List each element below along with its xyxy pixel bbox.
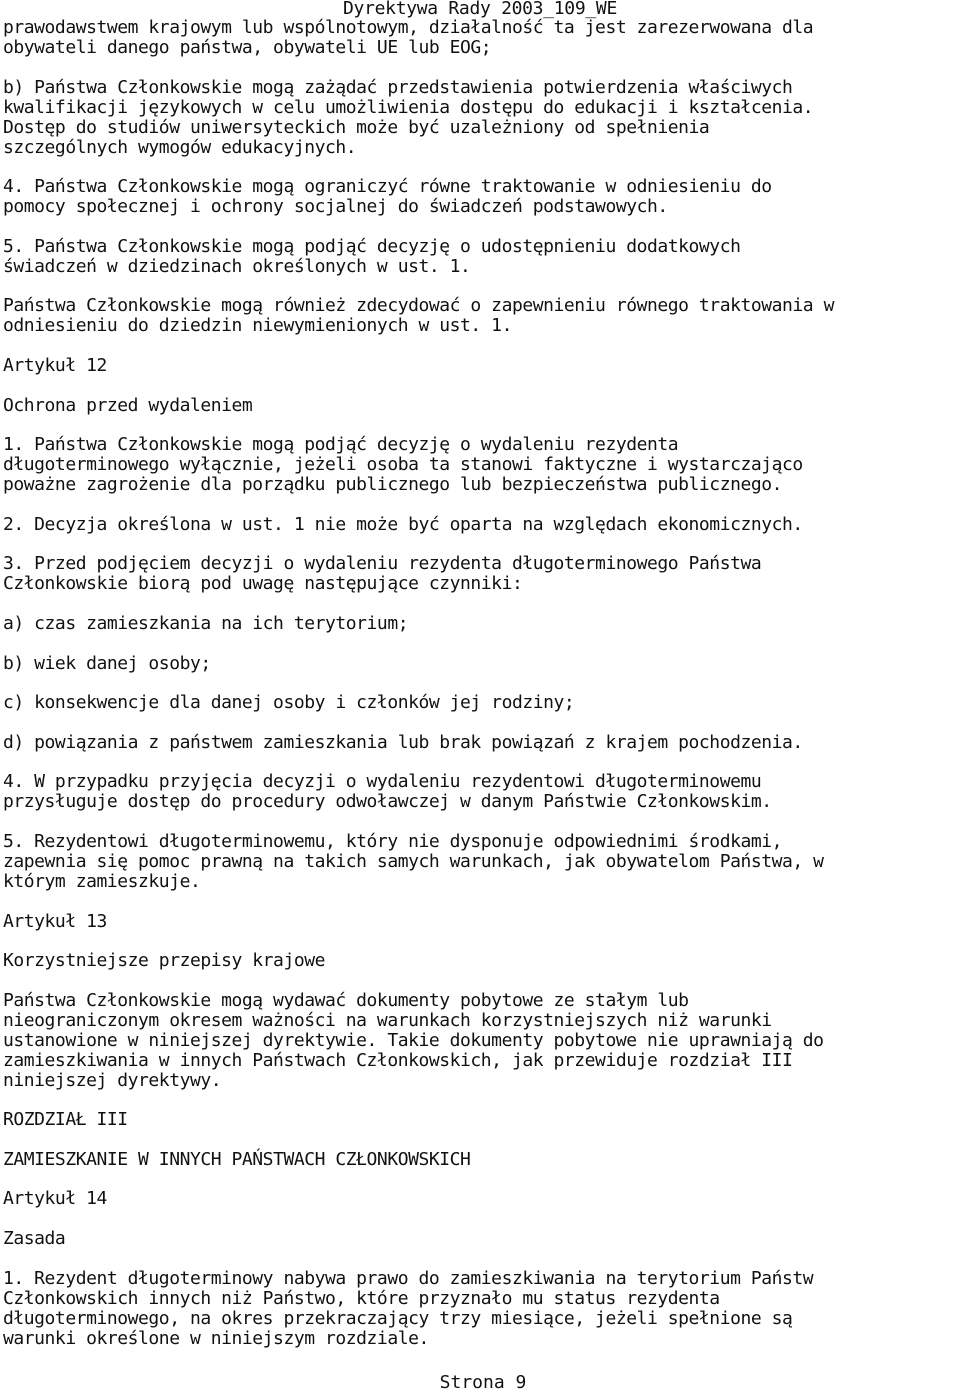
text-line: przysługuje dostęp do procedury odwoławczej w danym Państwie Członkowskim. <box>3 791 772 813</box>
text-line: pomocy społecznej i ochrony socjalnej do świadczeń podstawowych. <box>3 196 668 218</box>
text-line: 1. Państwa Członkowskie mogą podjąć decyzję o wydaleniu rezydenta <box>3 434 679 456</box>
text-line: zapewnia się pomoc prawną na takich samych warunkach, jak obywatelom Państwa, w <box>3 850 824 872</box>
document-title: Dyrektywa Rady 2003_109_WE <box>343 0 617 19</box>
text-line: kwalifikacji językowych w celu umożliwienia dostępu do edukacji i kształcenia. <box>3 96 814 118</box>
text-line: długoterminowego wyłącznie, jeżeli osoba ta stanowi faktyczne i wystarczająco <box>3 454 803 476</box>
text-line: Dostęp do studiów uniwersyteckich może być uzależniony od spełnienia <box>3 116 710 138</box>
paragraph <box>3 1110 957 1130</box>
paragraph <box>3 435 957 495</box>
text-line: zamieszkiwania w innych Państwach Członkowskich, jak przewiduje rozdział III <box>3 1049 793 1071</box>
text-line: Artykuł 14 <box>3 1188 107 1210</box>
paragraph <box>3 177 957 217</box>
text-line: b) Państwa Członkowskie mogą zażądać przedstawienia potwierdzenia właściwych <box>3 76 793 98</box>
text-line: świadczeń w dziedzinach określonych w ust. 1. <box>3 255 471 277</box>
text-line: prawodawstwem krajowym lub wspólnotowym, działalność ta jest zarezerwowana dla <box>3 17 814 38</box>
text-line: 4. Państwa Członkowskie mogą ograniczyć równe traktowanie w odniesieniu do <box>3 176 772 198</box>
paragraph <box>3 614 957 634</box>
paragraph <box>3 912 957 932</box>
text-line: ROZDZIAŁ III <box>3 1109 128 1131</box>
paragraph <box>3 733 957 753</box>
text-line: którym zamieszkuje. <box>3 870 201 892</box>
paragraph <box>3 693 957 713</box>
text-line: Zasada <box>3 1228 66 1250</box>
text-line: obywateli danego państwa, obywateli UE lub EOG; <box>3 37 492 58</box>
text-line: nieograniczonym okresem ważności na warunkach korzystniejszych niż warunki <box>3 1009 772 1031</box>
text-line: warunki określone w niniejszym rozdziale. <box>3 1327 429 1349</box>
text-line: 3. Przed podjęciem decyzji o wydaleniu rezydenta długoterminowego Państwa <box>3 553 762 575</box>
text-line: odniesieniu do dziedzin niewymienionych w ust. 1. <box>3 315 512 337</box>
text-line: Artykuł 12 <box>3 354 107 376</box>
paragraph <box>3 1150 957 1170</box>
text-line: długoterminowego, na okres przekraczający trzy miesiące, jeżeli spełnione są <box>3 1307 793 1329</box>
text-line: 2. Decyzja określona w ust. 1 nie może być oparta na względach ekonomicznych. <box>3 513 803 535</box>
page-number: Strona 9 <box>439 1372 527 1393</box>
paragraph <box>3 1189 957 1209</box>
text-line: 5. Rezydentowi długoterminowemu, który nie dysponuje odpowiednimi środkami, <box>3 830 783 852</box>
document-header <box>0 0 960 18</box>
paragraph <box>3 554 957 594</box>
paragraph <box>3 951 957 971</box>
paragraph <box>3 654 957 674</box>
document-body <box>3 18 957 1368</box>
text-line: 1. Rezydent długoterminowy nabywa prawo do zamieszkiwania na terytorium Państw <box>3 1267 814 1289</box>
paragraph <box>3 1269 957 1349</box>
paragraph <box>3 396 957 416</box>
text-line: Członkowskie biorą pod uwagę następujące czynniki: <box>3 573 523 595</box>
paragraph <box>3 18 957 58</box>
text-line: Państwa Członkowskie mogą wydawać dokumenty pobytowe ze stałym lub <box>3 989 689 1011</box>
paragraph <box>3 772 957 812</box>
text-line: b) wiek danej osoby; <box>3 652 211 674</box>
text-line: d) powiązania z państwem zamieszkania lub brak powiązań z krajem pochodzenia. <box>3 731 803 753</box>
paragraph <box>3 515 957 535</box>
paragraph <box>3 237 957 277</box>
text-line: Państwa Członkowskie mogą również zdecydować o zapewnieniu równego traktowania w <box>3 295 834 317</box>
text-line: a) czas zamieszkania na ich terytorium; <box>3 612 409 634</box>
paragraph <box>3 991 957 1091</box>
paragraph <box>3 832 957 892</box>
paragraph <box>3 356 957 376</box>
text-line: niniejszej dyrektywy. <box>3 1069 222 1091</box>
paragraph <box>3 296 957 336</box>
text-line: Ochrona przed wydaleniem <box>3 394 253 416</box>
page-footer <box>0 1373 960 1393</box>
paragraph <box>3 78 957 158</box>
text-line: ZAMIESZKANIE W INNYCH PAŃSTWACH CZŁONKOWSKICH <box>3 1148 471 1170</box>
paragraph <box>3 1229 957 1249</box>
text-line: 5. Państwa Członkowskie mogą podjąć decyzję o udostępnieniu dodatkowych <box>3 235 741 257</box>
text-line: poważne zagrożenie dla porządku publicznego lub bezpieczeństwa publicznego. <box>3 474 783 496</box>
text-line: Artykuł 13 <box>3 910 107 932</box>
text-line: c) konsekwencje dla danej osoby i członków jej rodziny; <box>3 692 575 714</box>
text-line: Korzystniejsze przepisy krajowe <box>3 950 325 972</box>
text-line: 4. W przypadku przyjęcia decyzji o wydaleniu rezydentowi długoterminowemu <box>3 771 762 793</box>
text-line: ustanowione w niniejszej dyrektywie. Takie dokumenty pobytowe nie uprawniają do <box>3 1029 824 1051</box>
text-line: Członkowskich innych niż Państwo, które przyznało mu status rezydenta <box>3 1287 720 1309</box>
text-line: szczególnych wymogów edukacyjnych. <box>3 136 357 158</box>
